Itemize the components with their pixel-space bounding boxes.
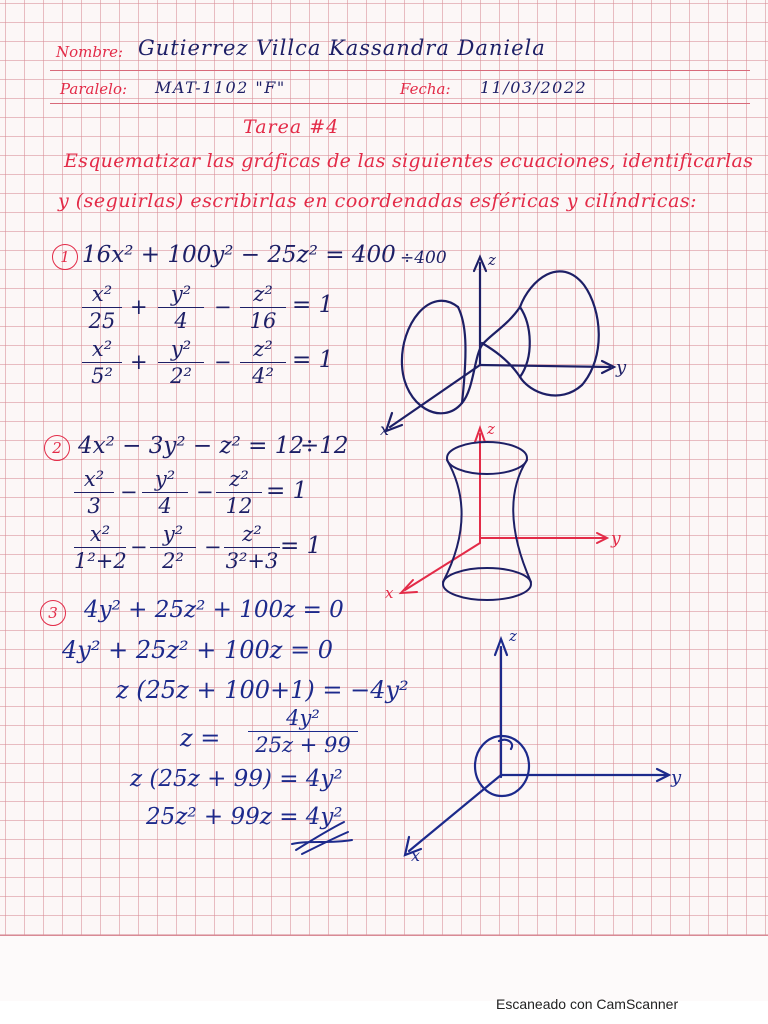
problem-1-note: ÷400 bbox=[400, 248, 447, 268]
p1-s2-rhs: = 1 bbox=[292, 347, 334, 373]
header-rule-2 bbox=[50, 103, 750, 104]
problem-3-scratch-out bbox=[288, 810, 358, 860]
p2-s1-term3: z² 12 bbox=[216, 467, 262, 518]
problem-3-line-4: 25z² + 99z = 4y² bbox=[146, 804, 343, 830]
graph-1-surface bbox=[402, 271, 599, 413]
p2-s1-term1: x² 3 bbox=[74, 467, 114, 518]
page-bottom-margin bbox=[0, 935, 768, 1001]
p1-s1-term2: y² 4 bbox=[158, 282, 204, 333]
graph-3-x-label: x bbox=[411, 846, 421, 865]
scanner-watermark: Escaneado con CamScanner bbox=[496, 996, 679, 1012]
paralelo-label: Paralelo: bbox=[60, 80, 128, 98]
graph-1-y-label: y bbox=[616, 357, 627, 378]
graph-2-z-label: z bbox=[487, 420, 495, 438]
problem-3-number: 3 bbox=[40, 600, 66, 626]
p2-s1-op2: − bbox=[196, 480, 214, 504]
assignment-title: Tarea #4 bbox=[243, 116, 340, 138]
fecha-value: 11/03/2022 bbox=[480, 78, 588, 97]
p1-s2-term3: z² 4² bbox=[240, 337, 286, 388]
problem-3-line-3: z (25z + 99) = 4y² bbox=[130, 766, 343, 792]
graph-2-bottom-ellipse bbox=[443, 568, 531, 600]
p1-s2-term2: y² 2² bbox=[158, 337, 204, 388]
p2-s2-op1: − bbox=[130, 535, 148, 559]
graph-3-ellipse bbox=[395, 625, 695, 865]
p1-s1-term3: z² 16 bbox=[240, 282, 286, 333]
problem-3-line-1: 4y² + 25z² + 100z = 0 bbox=[62, 636, 334, 664]
p1-s1-op1: + bbox=[130, 295, 148, 319]
problem-3-frac-lhs: z = bbox=[180, 724, 221, 752]
p1-s2-term1: x² 5² bbox=[82, 337, 122, 388]
problem-3-fraction: 4y² 25z + 99 bbox=[248, 706, 358, 757]
p1-s1-op2: − bbox=[214, 295, 232, 319]
graph-1-left-ellipse-edge bbox=[458, 307, 465, 403]
graph-1-hyperboloid bbox=[370, 245, 640, 440]
problem-1-equation: 16x² + 100y² − 25z² = 400 bbox=[82, 242, 396, 268]
student-name: Gutierrez Villca Kassandra Daniela bbox=[138, 36, 546, 60]
p1-s1-rhs: = 1 bbox=[292, 292, 334, 318]
graph-1-y-axis bbox=[480, 365, 610, 367]
fecha-label: Fecha: bbox=[400, 80, 451, 98]
header-rule-1 bbox=[50, 70, 750, 71]
problem-2-note: ÷12 bbox=[300, 433, 349, 459]
p2-s2-rhs: = 1 bbox=[280, 533, 322, 559]
problem-2-equation: 4x² − 3y² − z² = 12 bbox=[78, 433, 304, 459]
problem-2-number: 2 bbox=[44, 435, 70, 461]
paralelo-value: MAT-1102 "F" bbox=[155, 78, 286, 97]
graph-1-z-label: z bbox=[488, 251, 496, 269]
p1-s2-op1: + bbox=[130, 350, 148, 374]
graph-3-z-label: z bbox=[509, 627, 517, 645]
p2-s1-term2: y² 4 bbox=[142, 467, 188, 518]
name-label: Nombre: bbox=[56, 43, 124, 61]
p2-s1-rhs: = 1 bbox=[266, 478, 308, 504]
graph-3-x-axis bbox=[409, 775, 501, 851]
p2-s2-term1: x² 1²+2 bbox=[74, 522, 127, 573]
graph-2-hyperboloid bbox=[375, 418, 635, 608]
problem-1-number: 1 bbox=[52, 244, 78, 270]
graph-2-top-ellipse bbox=[447, 442, 527, 474]
graph-2-y-label: y bbox=[611, 529, 621, 549]
graph-3-y-label: y bbox=[671, 767, 682, 788]
p2-s1-op1: − bbox=[120, 480, 138, 504]
instruction-line-1: Esquematizar las gráficas de las siguientes ecuaciones, identificarlas bbox=[64, 150, 754, 172]
problem-3-equation: 4y² + 25z² + 100z = 0 bbox=[84, 597, 344, 623]
graph-2-right-edge bbox=[513, 460, 531, 582]
p2-s2-term2: y² 2² bbox=[150, 522, 196, 573]
p1-s1-term1: x² 25 bbox=[82, 282, 122, 333]
problem-3-line-2: z (25z + 100+1) = −4y² bbox=[116, 676, 409, 704]
p1-s2-op2: − bbox=[214, 350, 232, 374]
graph-1-x-label: x bbox=[380, 420, 390, 439]
graph-2-x-label: x bbox=[385, 584, 394, 602]
p2-s2-term3: z² 3²+3 bbox=[225, 522, 279, 573]
p2-s2-op2: − bbox=[204, 535, 222, 559]
instruction-line-2: y (seguirlas) escribirlas en coordenadas esféricas y cilíndricas: bbox=[58, 190, 698, 212]
